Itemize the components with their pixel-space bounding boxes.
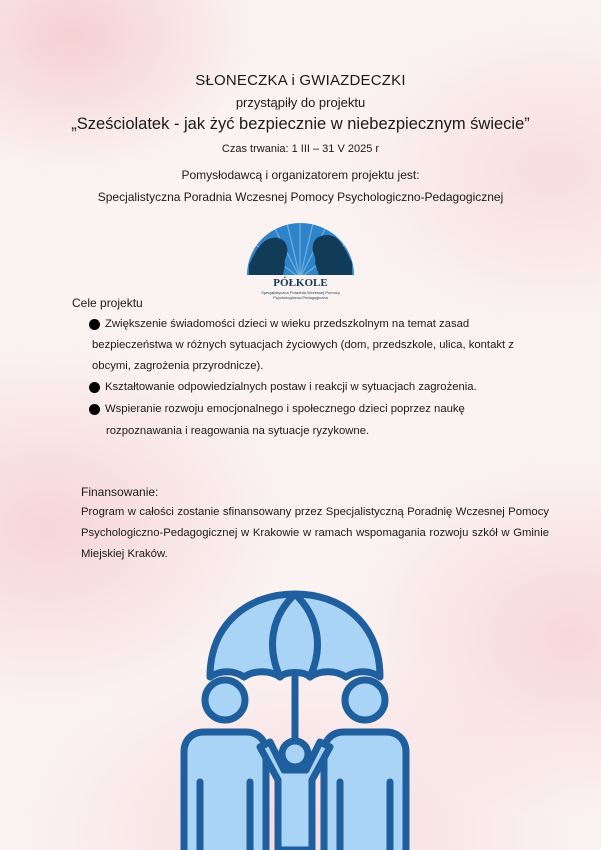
page-subtitle: przystąpiły do projektu bbox=[235, 95, 366, 110]
logo-name: PÓŁKOLE bbox=[273, 277, 328, 289]
page-title: SŁONECZKA i GWIAZDECZKI bbox=[195, 72, 406, 89]
goal-item-1: Zwiększenie świadomości dzieci w wieku przedszkolnym na temat zasad bbox=[105, 314, 469, 335]
goal-item-2: Kształtowanie odpowiedzialnych postaw i reakcji w sytuacjach zagrożenia. bbox=[105, 377, 477, 398]
goals-heading: Cele projektu bbox=[72, 296, 143, 310]
logo-line2: Psychologiczno-Pedagogiczna bbox=[273, 295, 328, 300]
goal-item-3-cont: rozpoznawania i reagowania na sytuacje ryzykowne. bbox=[106, 425, 370, 437]
bullet-icon bbox=[89, 382, 100, 393]
goal-item-1-cont: bezpieczeństwa w różnych sytuacjach życiowych (dom, przedszkole, ulica, kontakt z obcymi, zagrożenia przyrodnicze). bbox=[92, 339, 514, 372]
duration: Czas trwania: 1 III – 31 V 2025 r bbox=[221, 143, 380, 155]
financing-heading: Finansowanie: bbox=[81, 485, 159, 499]
financing-text: Program w całości zostanie sfinansowany przez Specjalistyczną Poradnię Wczesnej Pomocy Psychologiczno-Pedagogicznej w Krakowie w ramach wspomagania rozwoju szkół w Gminie Miejskiej Kraków. bbox=[81, 506, 549, 560]
organizer-label: Pomysłodawcą i organizatorem projektu jest: bbox=[181, 168, 420, 182]
polkole-logo bbox=[243, 223, 358, 303]
bullet-icon bbox=[89, 404, 100, 415]
project-name: „Sześciolatek - jak żyć bezpiecznie w niebezpiecznym świecie” bbox=[71, 115, 530, 133]
goal-item-3: Wspieranie rozwoju emocjonalnego i społecznego dzieci poprzez naukę bbox=[105, 399, 465, 420]
logo-line1: Specjalistyczna Poradnia Wczesnej Pomocy bbox=[261, 290, 340, 295]
organizer-name: Specjalistyczna Poradnia Wczesnej Pomocy Psychologiczno-Pedagogicznej bbox=[97, 190, 504, 204]
bullet-icon bbox=[89, 319, 100, 330]
family-umbrella-icon bbox=[170, 582, 420, 850]
